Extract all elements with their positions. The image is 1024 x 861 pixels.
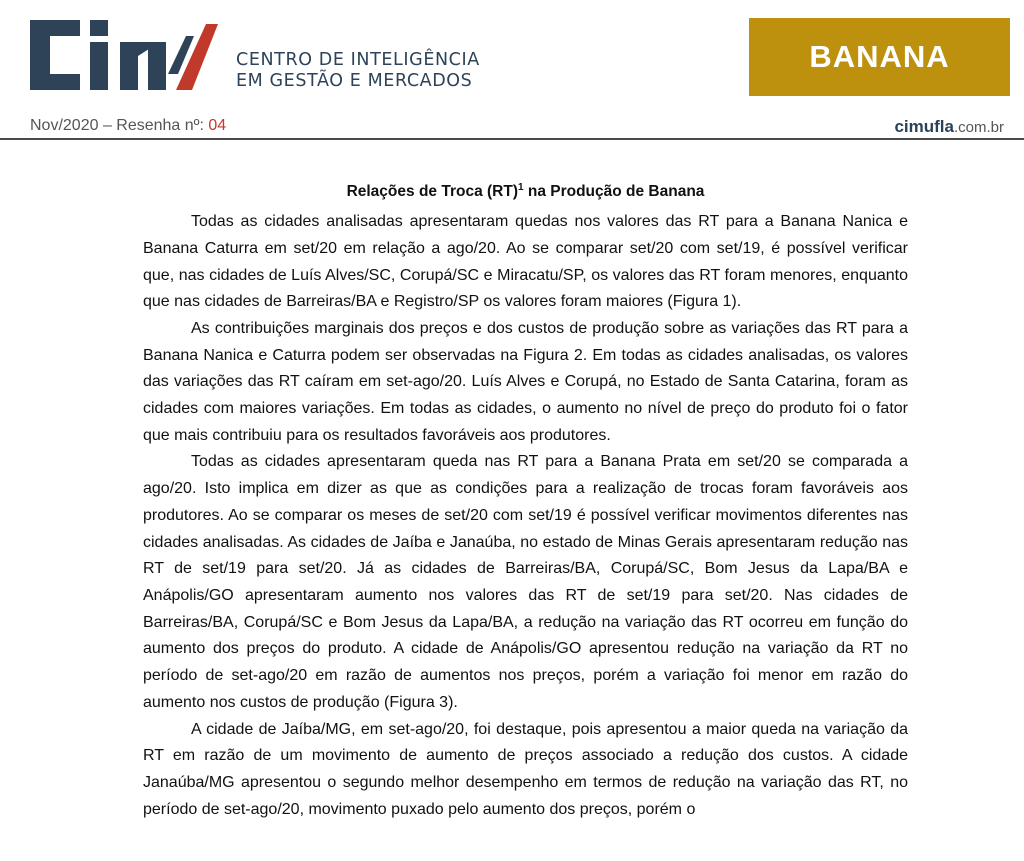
page-header: [0, 0, 1024, 140]
title-main: Relações de Troca (RT): [346, 183, 518, 201]
title-footnote-marker: 1: [517, 182, 524, 193]
paragraph: A cidade de Jaíba/MG, em set-ago/20, foi destaque, pois apresentou a maior queda na variação da RT em razão de um movimento de aumento de preços associado a redução dos custos. A cidade Janaúba/MG apresentou o segundo melhor desempenho em termos de redução na variação das RT, no período de set-ago/20, movimento puxado pelo aumento dos preços, porém o: [143, 720, 908, 818]
paragraph: Todas as cidades apresentaram queda nas RT para a Banana Prata em set/20 se comparada a ago/20. Isto implica em dizer as que as condições para a realização de trocas foram favoráveis aos produtores. Ao se comparar os meses de set/20 com set/19 é possível verificar movimentos diferentes nas cidades analisadas. As cidades de Jaíba e Janaúba, no estado de Minas Gerais apresentaram redução nas RT de set/19 para set/20. Já as cidades de Barreiras/BA, Corupá/SC, Bom Jesus da Lapa/BA e Anápolis/GO apresentaram aumento nos valores das RT de set/19 para set/20. Nas cidades de Barreiras/BA, Corupá/SC e Bom Jesus da Lapa/BA, a redução na variação das RT ocorreu em função do aumento dos preços do produto. A cidade de Anápolis/GO apresentou redução na variação da RT no período de set-ago/20 em razão de aumentos nos preços, porém a variação foi menor em razão do aumento nos custos de produção (Figura 3).: [143, 453, 908, 711]
paragraph: As contribuições marginais dos preços e dos custos de produção sobre as variações das RT para a Banana Nanica e Caturra podem ser observadas na Figura 2. Em todas as cidades analisadas, os valores das variações das RT caíram em set-ago/20. Luís Alves e Corupá, no Estado de Santa Catarina, foram as cidades com maiores variações. Em todas as cidades, o aumento no nível de preço do produto foi o fator que mais contribuiu para os resultados favoráveis aos produtores.: [143, 319, 908, 444]
edition-number: 04: [208, 117, 227, 134]
org-name: [236, 50, 480, 92]
edition-label: Nov/2020 – Resenha nº:: [30, 117, 209, 134]
site-tld: .com.br: [953, 119, 1004, 136]
edition-info: [30, 117, 226, 135]
org-name-line2: EM GESTÃO E MERCADOS: [236, 71, 473, 91]
site-link[interactable]: [894, 117, 1004, 137]
paragraph: Todas as cidades analisadas apresentaram quedas nos valores das RT para a Banana Nanica e Banana Caturra em set/20 em relação a ago/20. Ao se comparar set/20 com set/19, é possível verificar que, nas cidades de Luís Alves/SC, Corupá/SC e Miracatu/SP, os valores das RT foram menores, enquanto que nas cidades de Barreiras/BA e Registro/SP os valores foram maiores (Figura 1).: [143, 213, 908, 311]
site-brand: cimufla: [894, 117, 954, 136]
article: [143, 177, 908, 823]
org-name-line1: CENTRO DE INTELIGÊNCIA: [236, 50, 480, 70]
article-title: [143, 177, 908, 203]
product-badge: BANANA: [749, 18, 1010, 96]
header-divider: [0, 138, 1024, 140]
title-end: na Produção de Banana: [523, 183, 705, 201]
cim-logo: [28, 16, 228, 94]
